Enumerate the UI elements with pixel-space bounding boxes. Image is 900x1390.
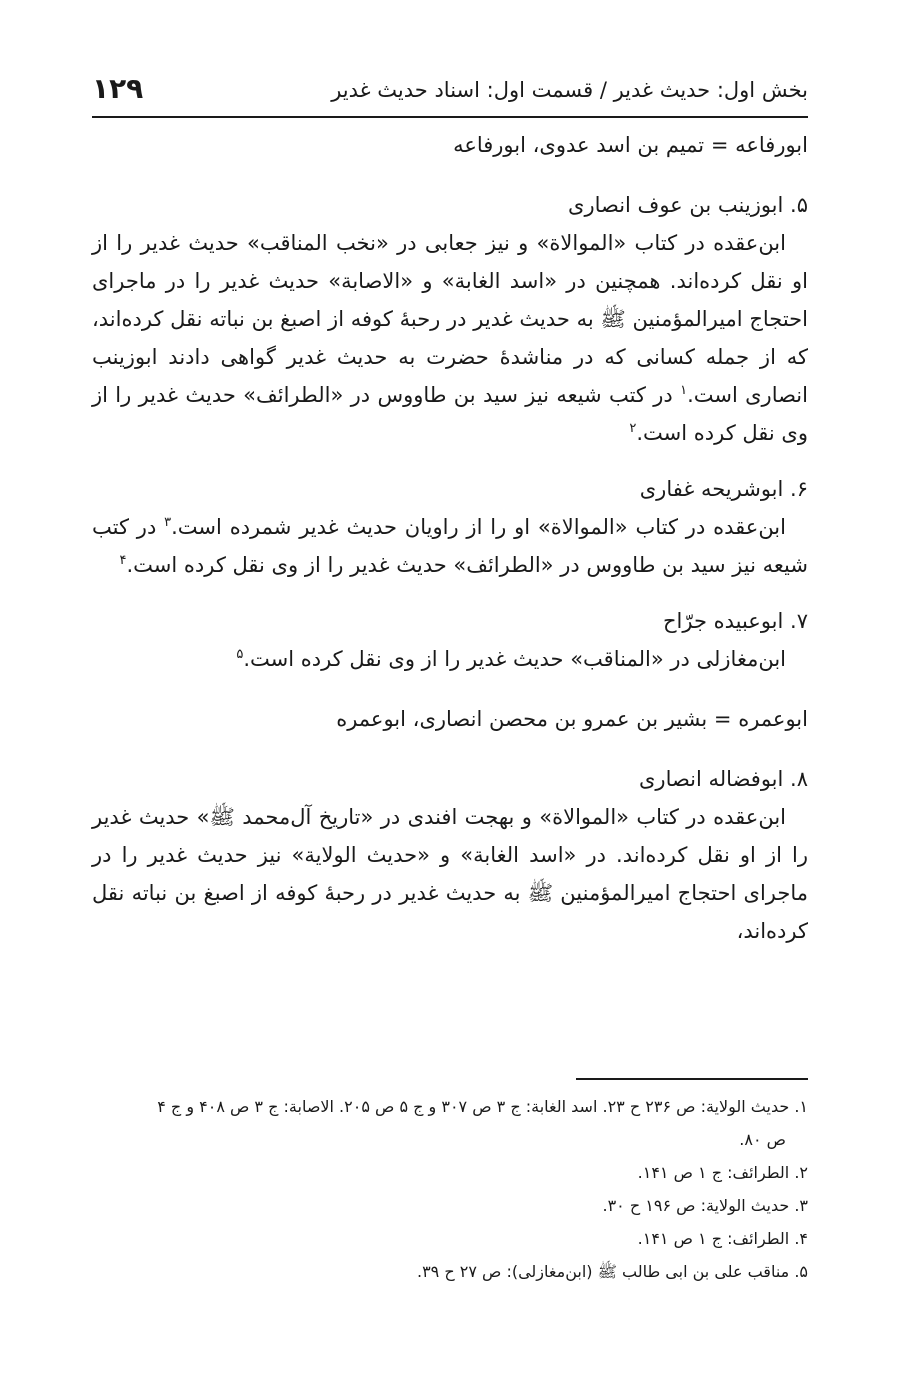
- section-heading-6: ۶. ابوشریحه غفاری: [639, 477, 808, 501]
- section-8-paragraph: ابن‌عقده در کتاب «الموالاة» و بهجت افندی در «تاریخ آل‌محمد ﷺ» حدیث غدیر را از او نقل کرده‌اند. در «اسد الغابة» و «حدیث الولایة» نیز حدیث غدیر را در ماجرای احتجاج امیرالمؤمنین ﷺ به حدیث غدیر در رحبهٔ کوفه از اصبغ بن نباته نقل کرده‌اند،: [92, 805, 808, 943]
- body-text: [92, 118, 808, 950]
- cross-reference-line: ابورفاعه = تمیم بن اسد عدوی، ابورفاعه: [453, 133, 808, 157]
- footnote-1-continued: ص ۸۰.: [739, 1130, 786, 1149]
- footnote-separator: [576, 1078, 808, 1080]
- section-5-paragraph: [92, 224, 808, 452]
- cross-reference-line: ابوعمره = بشیر بن عمرو بن محصن انصاری، ابوعمره: [336, 707, 808, 731]
- page-number: ۱۲۹: [92, 72, 144, 105]
- section-heading-7: ۷. ابوعبیده جرّاح: [662, 609, 808, 633]
- footnote-1: ۱. حدیث الولایة: ص ۲۳۶ ح ۲۳. اسد الغابة: ج ۳ ص ۳۰۷ و ج ۵ ص ۲۰۵. الاصابة: ج ۳ ص ۴۰۸ و ج ۴: [157, 1097, 808, 1116]
- footnote-5: ۵. مناقب علی بن ابی طالب ﷺ (ابن‌مغازلی): ص ۲۷ ح ۳۹.: [416, 1262, 808, 1281]
- paragraph-text: ابن‌عقده در کتاب «الموالاة» و نیز جعابی در «نخب المناقب» حدیث غدیر را از او نقل کرده‌اند. همچنین در «اسد الغابة» و «الاصابة» حدیث غدیر را در ماجرای احتجاج امیرالمؤمنین ﷺ به حدیث غدیر در رحبهٔ کوفه از اصبغ بن نباته نقل کرده‌اند، که از جمله کسانی که در مناشدهٔ حضرت به حدیث غدیر گواهی دادند ابوزینب انصاری است.: [92, 231, 808, 407]
- section-heading-8: ۸. ابوفضاله انصاری: [638, 767, 808, 791]
- book-page: [92, 0, 808, 1390]
- section-7-paragraph: [92, 640, 808, 678]
- footnote-ref-2[interactable]: ۲: [629, 421, 637, 436]
- footnote-2: ۲. الطرائف: ج ۱ ص ۱۴۱.: [637, 1163, 808, 1182]
- paragraph-text: ابن‌مغازلی در «المناقب» حدیث غدیر را از وی نقل کرده است.: [243, 647, 786, 671]
- page-header: [92, 72, 808, 118]
- paragraph-text: در کتب شیعه نیز سید بن طاووس در «الطرائف» حدیث غدیر را از وی نقل کرده است.: [92, 383, 808, 445]
- footnote-ref-4[interactable]: ۴: [119, 553, 127, 568]
- paragraph-text: در کتب شیعه نیز سید بن طاووس در «الطرائف» حدیث غدیر را از وی نقل کرده است.: [92, 515, 808, 577]
- footnote-ref-1[interactable]: ۱: [680, 383, 688, 398]
- footnote-3: ۳. حدیث الولایة: ص ۱۹۶ ح ۳۰.: [602, 1196, 808, 1215]
- footnote-ref-3[interactable]: ۳: [164, 515, 172, 530]
- section-6-paragraph: [92, 508, 808, 584]
- footnote-ref-5[interactable]: ۵: [236, 647, 244, 662]
- section-heading-5: ۵. ابوزینب بن عوف انصاری: [568, 193, 808, 217]
- footnotes: [92, 1090, 808, 1288]
- running-title: بخش اول: حدیث غدیر / قسمت اول: اسناد حدیث غدیر: [331, 78, 808, 102]
- footnote-4: ۴. الطرائف: ج ۱ ص ۱۴۱.: [637, 1229, 808, 1248]
- paragraph-text: ابن‌عقده در کتاب «الموالاة» او را از راویان حدیث غدیر شمرده است.: [171, 515, 786, 539]
